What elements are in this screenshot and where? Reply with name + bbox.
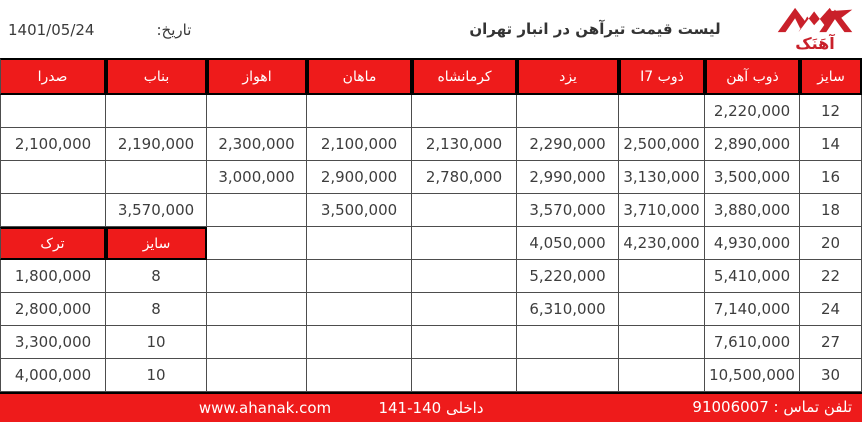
cell-zob-i7-r2: 2,500,000 [619,128,705,161]
cell-yazd-r3: 2,990,000 [517,161,619,194]
cell-zob-i7-r1 [619,95,705,128]
ahanak-logo-icon [776,2,854,38]
cell-kermanshah-r2: 2,130,000 [412,128,517,161]
column-header-sadra: صدرا [0,58,106,95]
cell-bonab-r9: 10 [106,359,207,392]
sub-header-bonab-r5: سایز [106,227,207,260]
cell-zob-i7-r4: 3,710,000 [619,194,705,227]
cell-size-r5: 20 [800,227,862,260]
cell-bonab-r8: 10 [106,326,207,359]
cell-sadra-r6: 1,800,000 [0,260,106,293]
cell-zob-ahan-r3: 3,500,000 [705,161,800,194]
cell-mahan-r5 [307,227,412,260]
sub-header-sadra-r5: ترک [0,227,106,260]
cell-ahvaz-r7 [207,293,307,326]
cell-kermanshah-r5 [412,227,517,260]
cell-yazd-r1 [517,95,619,128]
cell-yazd-r9 [517,359,619,392]
cell-mahan-r3: 2,900,000 [307,161,412,194]
cell-yazd-r2: 2,290,000 [517,128,619,161]
cell-zob-ahan-r2: 2,890,000 [705,128,800,161]
cell-zob-ahan-r6: 5,410,000 [705,260,800,293]
cell-yazd-r4: 3,570,000 [517,194,619,227]
cell-size-r4: 18 [800,194,862,227]
column-header-ahvaz: اهواز [207,58,307,95]
cell-ahvaz-r2: 2,300,000 [207,128,307,161]
cell-ahvaz-r8 [207,326,307,359]
cell-mahan-r4: 3,500,000 [307,194,412,227]
cell-bonab-r1 [106,95,207,128]
cell-zob-i7-r8 [619,326,705,359]
table-row-size-20 [0,227,862,260]
price-table [0,58,862,392]
table-row-size-12 [0,95,862,128]
cell-mahan-r2: 2,100,000 [307,128,412,161]
cell-zob-i7-r3: 3,130,000 [619,161,705,194]
table-row-size-27 [0,326,862,359]
table-row-size-22 [0,260,862,293]
table-row-size-14 [0,128,862,161]
cell-kermanshah-r6 [412,260,517,293]
cell-yazd-r6: 5,220,000 [517,260,619,293]
table-header-row [0,58,862,95]
date-row [8,21,191,39]
cell-mahan-r7 [307,293,412,326]
cell-sadra-r2: 2,100,000 [0,128,106,161]
cell-kermanshah-r3: 2,780,000 [412,161,517,194]
cell-zob-ahan-r1: 2,220,000 [705,95,800,128]
cell-kermanshah-r7 [412,293,517,326]
cell-kermanshah-r1 [412,95,517,128]
cell-zob-i7-r7 [619,293,705,326]
date-value: 1401/05/24 [8,21,95,39]
cell-yazd-r5: 4,050,000 [517,227,619,260]
cell-bonab-r3 [106,161,207,194]
cell-zob-i7-r9 [619,359,705,392]
cell-zob-ahan-r4: 3,880,000 [705,194,800,227]
cell-yazd-r7: 6,310,000 [517,293,619,326]
cell-size-r3: 16 [800,161,862,194]
cell-kermanshah-r4 [412,194,517,227]
cell-mahan-r6 [307,260,412,293]
ahanak-logo [772,2,858,58]
cell-sadra-r7: 2,800,000 [0,293,106,326]
cell-kermanshah-r8 [412,326,517,359]
cell-sadra-r1 [0,95,106,128]
cell-kermanshah-r9 [412,359,517,392]
cell-size-r7: 24 [800,293,862,326]
cell-zob-i7-r5: 4,230,000 [619,227,705,260]
table-row-size-24 [0,293,862,326]
cell-sadra-r8: 3,300,000 [0,326,106,359]
cell-bonab-r4: 3,570,000 [106,194,207,227]
cell-ahvaz-r1 [207,95,307,128]
ahanak-logo-text: آهَنَک [795,34,835,53]
cell-bonab-r2: 2,190,000 [106,128,207,161]
column-header-zob-ahan: ذوب آهن [705,58,800,95]
cell-size-r8: 27 [800,326,862,359]
cell-size-r2: 14 [800,128,862,161]
footer-bar [0,392,862,422]
column-header-zob-i7: ذوب I7 [619,58,705,95]
footer-website: www.ahanak.com [198,399,332,417]
cell-ahvaz-r3: 3,000,000 [207,161,307,194]
cell-sadra-r4 [0,194,106,227]
footer-extension: داخلی 140-141 [378,399,484,417]
footer-phone: تلفن تماس : 91006007 [692,398,852,416]
date-label: تاریخ: [156,21,192,39]
table-row-size-18 [0,194,862,227]
column-header-bonab: بناب [106,58,207,95]
cell-ahvaz-r5 [207,227,307,260]
cell-ahvaz-r9 [207,359,307,392]
cell-ahvaz-r4 [207,194,307,227]
column-header-kermanshah: کرمانشاه [412,58,517,95]
column-header-yazd: یزد [517,58,619,95]
table-row-size-30 [0,359,862,392]
cell-zob-i7-r6 [619,260,705,293]
cell-zob-ahan-r9: 10,500,000 [705,359,800,392]
cell-mahan-r8 [307,326,412,359]
cell-mahan-r9 [307,359,412,392]
page-title: لیست قیمت تیرآهن در انبار تهران [469,20,721,38]
cell-zob-ahan-r8: 7,610,000 [705,326,800,359]
cell-bonab-r7: 8 [106,293,207,326]
cell-zob-ahan-r7: 7,140,000 [705,293,800,326]
cell-yazd-r8 [517,326,619,359]
top-bar [0,0,862,60]
column-header-mahan: ماهان [307,58,412,95]
cell-ahvaz-r6 [207,260,307,293]
cell-size-r1: 12 [800,95,862,128]
cell-zob-ahan-r5: 4,930,000 [705,227,800,260]
table-row-size-16 [0,161,862,194]
column-header-size: سایز [800,58,862,95]
cell-sadra-r9: 4,000,000 [0,359,106,392]
cell-mahan-r1 [307,95,412,128]
cell-sadra-r3 [0,161,106,194]
cell-size-r6: 22 [800,260,862,293]
cell-size-r9: 30 [800,359,862,392]
cell-bonab-r6: 8 [106,260,207,293]
